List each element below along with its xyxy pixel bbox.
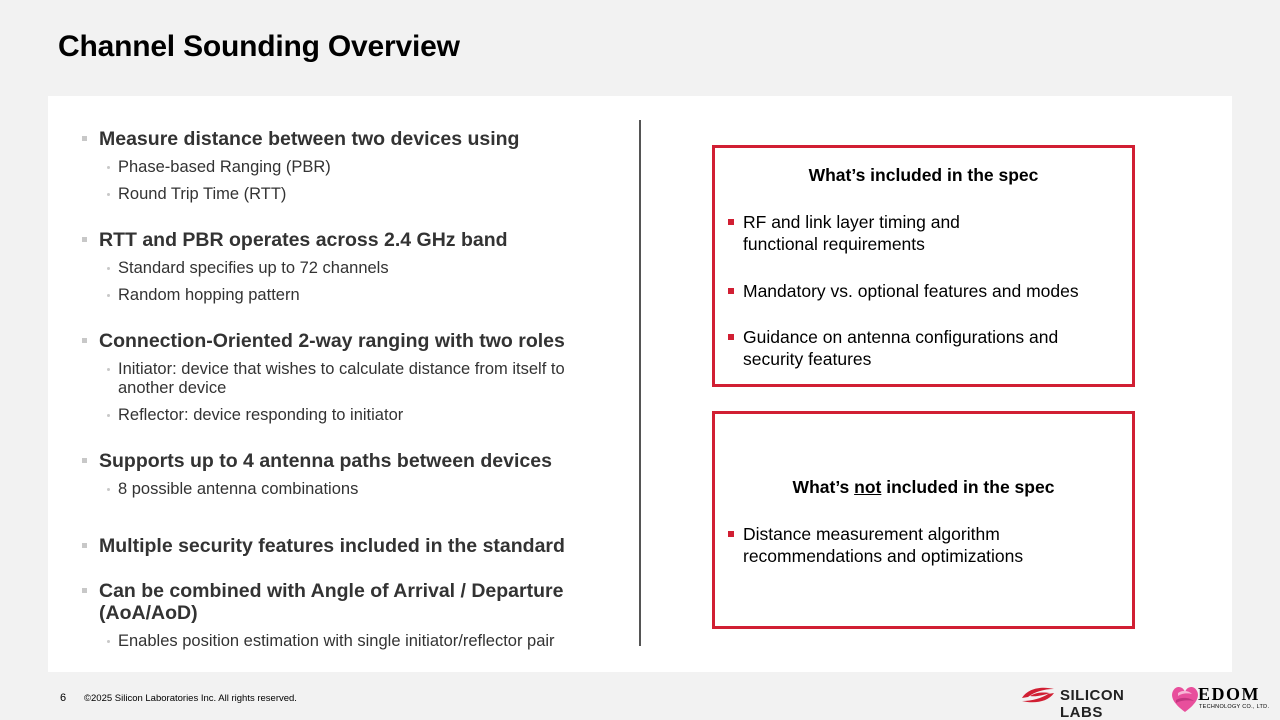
included-item: RF and link layer timing and functional requirements (743, 211, 1122, 255)
sub-bullet-channels: Standard specifies up to 72 channels (80, 259, 620, 278)
sub-bullet-rtt: Round Trip Time (RTT) (80, 185, 620, 204)
not-included-item: Distance measurement algorithm recommendations and optimizations (743, 523, 1122, 567)
red-square-bullet-icon (728, 288, 734, 294)
included-box-title: What’s included in the spec (808, 165, 1039, 185)
sub-bullet-pbr: Phase-based Ranging (PBR) (80, 158, 620, 177)
bullet-antenna-paths: Supports up to 4 antenna paths between devices (80, 450, 620, 472)
sub-bullet-reflector: Reflector: device responding to initiator (80, 406, 620, 425)
page-number: 6 (60, 692, 67, 704)
red-square-bullet-icon (728, 219, 734, 225)
sub-bullet-antenna-combos: 8 possible antenna combinations (80, 480, 620, 499)
bullet-band: RTT and PBR operates across 2.4 GHz band (80, 229, 620, 251)
bullet-security: Multiple security features included in the standard (80, 535, 620, 557)
slide-title: Channel Sounding Overview (58, 30, 460, 63)
left-bullet-list (80, 128, 620, 651)
red-square-bullet-icon (728, 334, 734, 340)
edom-heart-icon (1170, 682, 1200, 716)
silicon-labs-swoosh-icon (1020, 684, 1056, 706)
not-included-box-title: What’s not included in the spec (792, 477, 1055, 497)
bullet-measure-distance: Measure distance between two devices using (80, 128, 620, 150)
bullet-aoa-aod: Can be combined with Angle of Arrival / Departure (AoA/AoD) (80, 580, 610, 624)
sub-bullet-initiator: Initiator: device that wishes to calculate distance from itself to another device (80, 360, 610, 398)
bullet-ranging-roles: Connection-Oriented 2-way ranging with two roles (80, 330, 620, 352)
silicon-labs-logo: SILICON LABS (1020, 684, 1160, 708)
included-item: Guidance on antenna configurations and security features (743, 326, 1122, 370)
not-included-box (712, 411, 1135, 629)
column-divider (639, 120, 641, 646)
sub-bullet-hopping: Random hopping pattern (80, 286, 620, 305)
included-item: Mandatory vs. optional features and modes (743, 280, 1122, 302)
included-box (712, 145, 1135, 387)
copyright-text: ©2025 Silicon Laboratories Inc. All rights reserved. (84, 693, 297, 704)
edom-logo: EDOM TECHNOLOGY CO., LTD. (1170, 682, 1260, 716)
red-square-bullet-icon (728, 531, 734, 537)
sub-bullet-position: Enables position estimation with single initiator/reflector pair (80, 632, 620, 651)
